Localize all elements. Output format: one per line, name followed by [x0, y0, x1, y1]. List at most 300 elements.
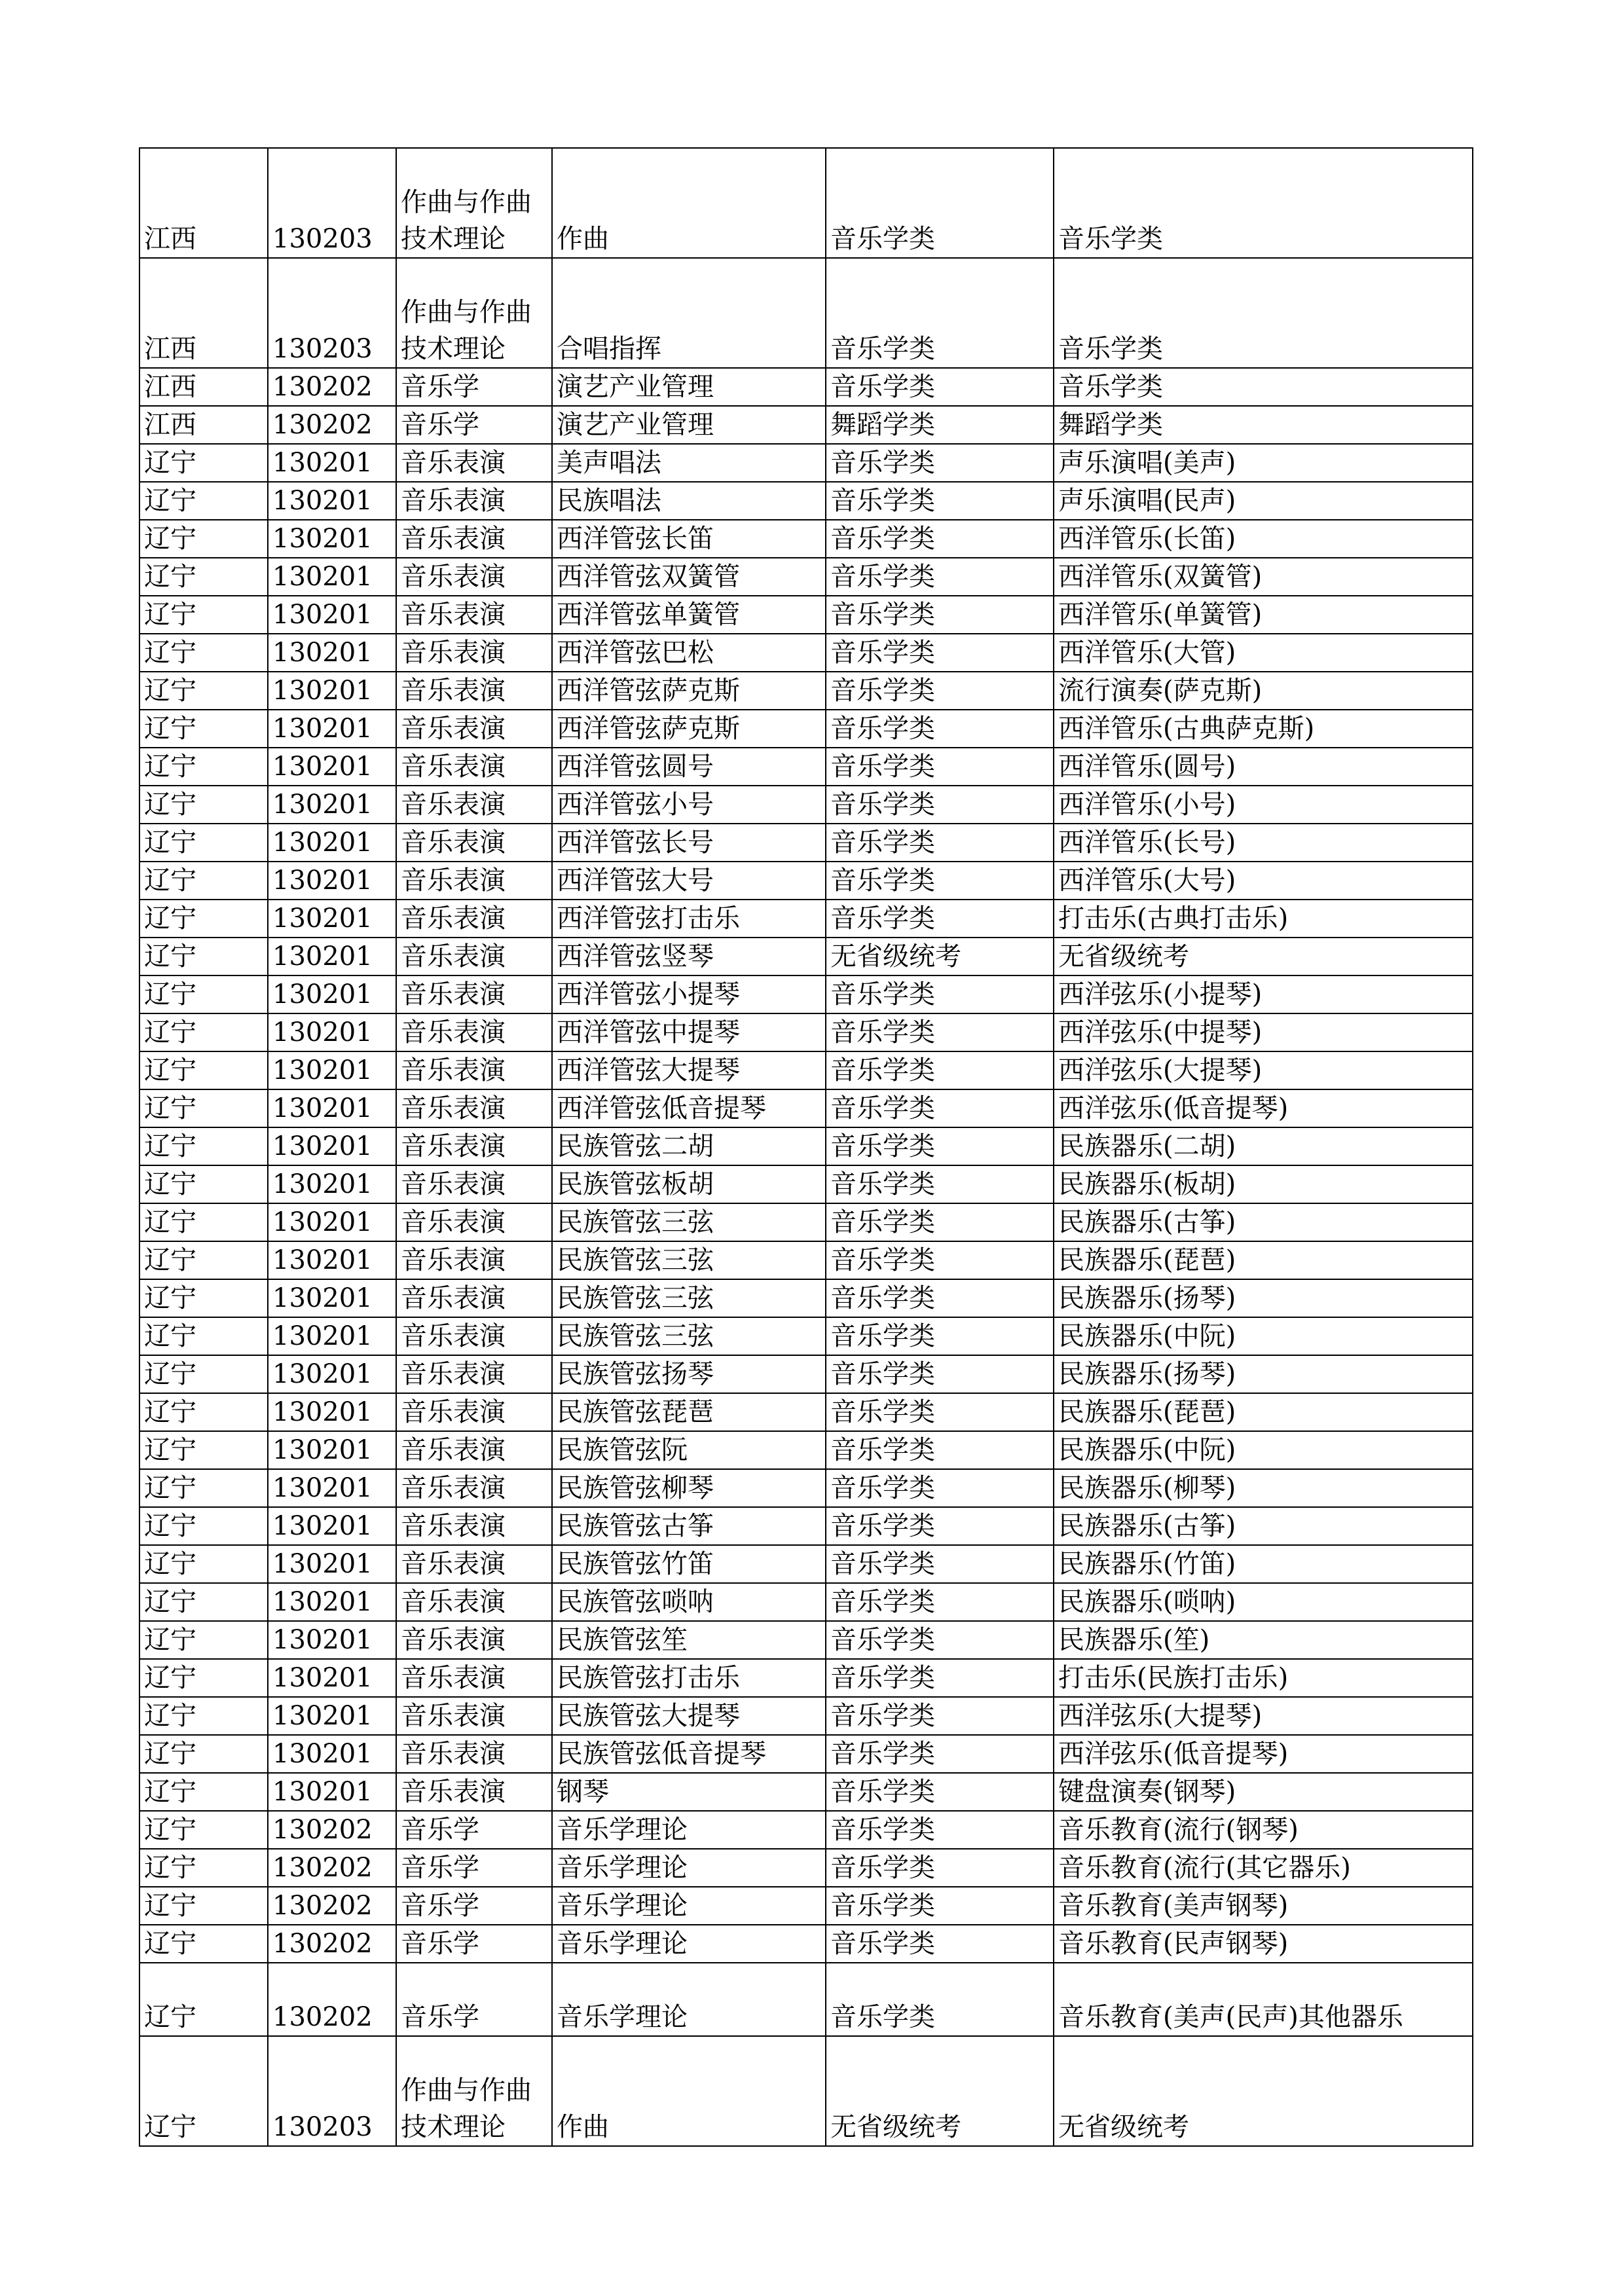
category-cell: 音乐学类	[826, 1431, 1054, 1469]
category-cell: 音乐学类	[826, 1203, 1054, 1241]
exam-cell: 声乐演唱(美声)	[1054, 444, 1473, 482]
province-cell: 辽宁	[139, 1431, 268, 1469]
category-cell: 音乐学类	[826, 1317, 1054, 1355]
exam-cell: 音乐教育(流行(钢琴)	[1054, 1811, 1473, 1849]
table-row	[139, 1621, 1473, 1659]
category-cell: 音乐学类	[826, 1127, 1054, 1165]
code-cell: 130202	[268, 368, 396, 406]
province-cell: 辽宁	[139, 1469, 268, 1507]
direction-cell: 合唱指挥	[552, 258, 826, 368]
table-row	[139, 1241, 1473, 1279]
exam-cell: 民族器乐(中阮)	[1054, 1317, 1473, 1355]
category-cell: 音乐学类	[826, 258, 1054, 368]
province-cell: 辽宁	[139, 596, 268, 634]
category-cell: 音乐学类	[826, 862, 1054, 900]
code-cell: 130201	[268, 1545, 396, 1583]
exam-cell: 声乐演唱(民声)	[1054, 482, 1473, 520]
table-row	[139, 1811, 1473, 1849]
province-cell: 辽宁	[139, 444, 268, 482]
direction-cell: 民族管弦三弦	[552, 1203, 826, 1241]
category-cell: 音乐学类	[826, 710, 1054, 748]
exam-cell: 音乐教育(美声钢琴)	[1054, 1887, 1473, 1925]
exam-cell: 无省级统考	[1054, 938, 1473, 975]
direction-cell: 民族管弦二胡	[552, 1127, 826, 1165]
table-row	[139, 786, 1473, 824]
direction-cell: 民族管弦低音提琴	[552, 1735, 826, 1773]
province-cell: 江西	[139, 406, 268, 444]
table-row	[139, 1355, 1473, 1393]
direction-cell: 民族管弦竹笛	[552, 1545, 826, 1583]
table-row	[139, 710, 1473, 748]
table-row	[139, 748, 1473, 786]
code-cell: 130202	[268, 1849, 396, 1887]
table-row	[139, 1431, 1473, 1469]
table-row	[139, 1127, 1473, 1165]
table-row	[139, 1583, 1473, 1621]
code-cell: 130201	[268, 786, 396, 824]
direction-cell: 民族管弦柳琴	[552, 1469, 826, 1507]
province-cell: 辽宁	[139, 672, 268, 710]
category-cell: 音乐学类	[826, 482, 1054, 520]
direction-cell: 西洋管弦双簧管	[552, 558, 826, 596]
province-cell: 辽宁	[139, 482, 268, 520]
major-cell: 音乐表演	[396, 1621, 552, 1659]
category-cell: 舞蹈学类	[826, 406, 1054, 444]
code-cell: 130201	[268, 1773, 396, 1811]
category-cell: 音乐学类	[826, 368, 1054, 406]
table-row	[139, 1393, 1473, 1431]
exam-cell: 民族器乐(中阮)	[1054, 1431, 1473, 1469]
table-row	[139, 558, 1473, 596]
code-cell: 130201	[268, 1165, 396, 1203]
province-cell: 辽宁	[139, 520, 268, 558]
major-cell: 音乐表演	[396, 938, 552, 975]
exam-cell: 舞蹈学类	[1054, 406, 1473, 444]
category-cell: 音乐学类	[826, 824, 1054, 862]
province-cell: 辽宁	[139, 1811, 268, 1849]
category-cell: 音乐学类	[826, 900, 1054, 938]
code-cell: 130201	[268, 596, 396, 634]
category-cell: 音乐学类	[826, 1773, 1054, 1811]
code-cell: 130202	[268, 1963, 396, 2036]
table-row	[139, 596, 1473, 634]
exam-cell: 民族器乐(板胡)	[1054, 1165, 1473, 1203]
code-cell: 130201	[268, 444, 396, 482]
category-cell: 音乐学类	[826, 1241, 1054, 1279]
major-cell: 音乐表演	[396, 672, 552, 710]
province-cell: 辽宁	[139, 1127, 268, 1165]
major-cell: 音乐表演	[396, 1773, 552, 1811]
code-cell: 130201	[268, 1051, 396, 1089]
category-cell: 无省级统考	[826, 938, 1054, 975]
direction-cell: 民族管弦笙	[552, 1621, 826, 1659]
direction-cell: 西洋管弦大提琴	[552, 1051, 826, 1089]
major-cell: 音乐表演	[396, 520, 552, 558]
exam-cell: 西洋管乐(双簧管)	[1054, 558, 1473, 596]
category-cell: 音乐学类	[826, 634, 1054, 672]
major-cell: 音乐学	[396, 406, 552, 444]
major-cell: 音乐表演	[396, 1203, 552, 1241]
code-cell: 130201	[268, 1431, 396, 1469]
province-cell: 辽宁	[139, 1849, 268, 1887]
exam-cell: 打击乐(古典打击乐)	[1054, 900, 1473, 938]
major-cell: 音乐表演	[396, 1317, 552, 1355]
category-cell: 音乐学类	[826, 1165, 1054, 1203]
exam-cell: 民族器乐(柳琴)	[1054, 1469, 1473, 1507]
major-cell: 音乐表演	[396, 1241, 552, 1279]
code-cell: 130202	[268, 1887, 396, 1925]
direction-cell: 西洋管弦竖琴	[552, 938, 826, 975]
category-cell: 音乐学类	[826, 596, 1054, 634]
exam-cell: 民族器乐(竹笛)	[1054, 1545, 1473, 1583]
exam-cell: 西洋管乐(长笛)	[1054, 520, 1473, 558]
major-cell: 音乐表演	[396, 1355, 552, 1393]
province-cell: 辽宁	[139, 1507, 268, 1545]
category-cell: 音乐学类	[826, 1355, 1054, 1393]
code-cell: 130201	[268, 975, 396, 1013]
table-row	[139, 824, 1473, 862]
province-cell: 辽宁	[139, 1963, 268, 2036]
code-cell: 130201	[268, 520, 396, 558]
data-table	[139, 147, 1473, 2147]
direction-cell: 西洋管弦低音提琴	[552, 1089, 826, 1127]
code-cell: 130201	[268, 1469, 396, 1507]
direction-cell: 西洋管弦小号	[552, 786, 826, 824]
exam-cell: 西洋管乐(长号)	[1054, 824, 1473, 862]
table-row	[139, 862, 1473, 900]
category-cell: 音乐学类	[826, 1811, 1054, 1849]
province-cell: 辽宁	[139, 748, 268, 786]
code-cell: 130202	[268, 1925, 396, 1963]
exam-cell: 西洋弦乐(低音提琴)	[1054, 1089, 1473, 1127]
code-cell: 130201	[268, 1583, 396, 1621]
category-cell: 音乐学类	[826, 558, 1054, 596]
table-row	[139, 672, 1473, 710]
exam-cell: 西洋管乐(大管)	[1054, 634, 1473, 672]
exam-cell: 西洋管乐(单簧管)	[1054, 596, 1473, 634]
direction-cell: 西洋管弦长笛	[552, 520, 826, 558]
exam-cell: 无省级统考	[1054, 2036, 1473, 2146]
direction-cell: 西洋管弦打击乐	[552, 900, 826, 938]
major-cell: 音乐表演	[396, 1165, 552, 1203]
major-cell: 音乐表演	[396, 900, 552, 938]
exam-cell: 键盘演奏(钢琴)	[1054, 1773, 1473, 1811]
major-cell: 音乐表演	[396, 1735, 552, 1773]
table-row	[139, 444, 1473, 482]
code-cell: 130201	[268, 748, 396, 786]
category-cell: 音乐学类	[826, 1849, 1054, 1887]
province-cell: 辽宁	[139, 1735, 268, 1773]
category-cell: 音乐学类	[826, 1621, 1054, 1659]
direction-cell: 西洋管弦萨克斯	[552, 710, 826, 748]
code-cell: 130203	[268, 148, 396, 258]
major-cell: 音乐学	[396, 1963, 552, 2036]
major-cell: 音乐表演	[396, 1659, 552, 1697]
code-cell: 130201	[268, 710, 396, 748]
table-row	[139, 1925, 1473, 1963]
code-cell: 130201	[268, 1697, 396, 1735]
category-cell: 音乐学类	[826, 148, 1054, 258]
table-row	[139, 406, 1473, 444]
major-cell: 音乐表演	[396, 1469, 552, 1507]
category-cell: 音乐学类	[826, 786, 1054, 824]
table-row	[139, 1469, 1473, 1507]
exam-cell: 打击乐(民族打击乐)	[1054, 1659, 1473, 1697]
major-cell: 音乐表演	[396, 1583, 552, 1621]
province-cell: 辽宁	[139, 1887, 268, 1925]
major-cell: 音乐表演	[396, 634, 552, 672]
table-row	[139, 975, 1473, 1013]
direction-cell: 西洋管弦圆号	[552, 748, 826, 786]
province-cell: 辽宁	[139, 1089, 268, 1127]
code-cell: 130201	[268, 558, 396, 596]
table-row	[139, 1317, 1473, 1355]
category-cell: 音乐学类	[826, 975, 1054, 1013]
table-row	[139, 1849, 1473, 1887]
province-cell: 江西	[139, 368, 268, 406]
code-cell: 130201	[268, 1279, 396, 1317]
province-cell: 辽宁	[139, 1355, 268, 1393]
table-row	[139, 148, 1473, 258]
exam-cell: 音乐教育(民声钢琴)	[1054, 1925, 1473, 1963]
table-row	[139, 1165, 1473, 1203]
direction-cell: 音乐学理论	[552, 1887, 826, 1925]
table-row	[139, 2036, 1473, 2146]
province-cell: 江西	[139, 148, 268, 258]
province-cell: 辽宁	[139, 634, 268, 672]
major-cell: 音乐表演	[396, 558, 552, 596]
exam-cell: 西洋管乐(古典萨克斯)	[1054, 710, 1473, 748]
province-cell: 辽宁	[139, 1393, 268, 1431]
major-cell: 音乐学	[396, 368, 552, 406]
code-cell: 130201	[268, 824, 396, 862]
major-cell: 音乐表演	[396, 748, 552, 786]
table-row	[139, 1507, 1473, 1545]
code-cell: 130201	[268, 1735, 396, 1773]
code-cell: 130201	[268, 634, 396, 672]
major-cell: 音乐表演	[396, 444, 552, 482]
major-cell: 音乐表演	[396, 1545, 552, 1583]
major-cell: 音乐表演	[396, 1393, 552, 1431]
direction-cell: 作曲	[552, 2036, 826, 2146]
major-cell: 音乐表演	[396, 710, 552, 748]
exam-cell: 西洋管乐(圆号)	[1054, 748, 1473, 786]
direction-cell: 美声唱法	[552, 444, 826, 482]
province-cell: 辽宁	[139, 1697, 268, 1735]
code-cell: 130201	[268, 1621, 396, 1659]
major-cell: 音乐表演	[396, 824, 552, 862]
direction-cell: 民族管弦扬琴	[552, 1355, 826, 1393]
table-row	[139, 1773, 1473, 1811]
major-cell: 音乐学	[396, 1849, 552, 1887]
major-cell: 音乐表演	[396, 1431, 552, 1469]
province-cell: 辽宁	[139, 975, 268, 1013]
province-cell: 辽宁	[139, 1925, 268, 1963]
province-cell: 辽宁	[139, 900, 268, 938]
direction-cell: 民族管弦三弦	[552, 1279, 826, 1317]
major-cell: 音乐表演	[396, 596, 552, 634]
category-cell: 音乐学类	[826, 1089, 1054, 1127]
table-row	[139, 938, 1473, 975]
direction-cell: 西洋管弦小提琴	[552, 975, 826, 1013]
category-cell: 音乐学类	[826, 444, 1054, 482]
major-cell: 作曲与作曲技术理论	[396, 148, 552, 258]
province-cell: 辽宁	[139, 1241, 268, 1279]
code-cell: 130201	[268, 482, 396, 520]
table-row	[139, 1089, 1473, 1127]
direction-cell: 西洋管弦萨克斯	[552, 672, 826, 710]
table-row	[139, 634, 1473, 672]
category-cell: 音乐学类	[826, 1963, 1054, 2036]
major-cell: 音乐表演	[396, 975, 552, 1013]
code-cell: 130201	[268, 1393, 396, 1431]
major-cell: 音乐表演	[396, 1507, 552, 1545]
province-cell: 辽宁	[139, 824, 268, 862]
code-cell: 130201	[268, 862, 396, 900]
exam-cell: 西洋管乐(大号)	[1054, 862, 1473, 900]
table-row	[139, 1013, 1473, 1051]
province-cell: 辽宁	[139, 1051, 268, 1089]
direction-cell: 音乐学理论	[552, 1963, 826, 2036]
table-row	[139, 1887, 1473, 1925]
category-cell: 无省级统考	[826, 2036, 1054, 2146]
table-row	[139, 520, 1473, 558]
province-cell: 辽宁	[139, 938, 268, 975]
direction-cell: 音乐学理论	[552, 1811, 826, 1849]
province-cell: 辽宁	[139, 558, 268, 596]
category-cell: 音乐学类	[826, 748, 1054, 786]
exam-cell: 民族器乐(琵琶)	[1054, 1241, 1473, 1279]
province-cell: 辽宁	[139, 1203, 268, 1241]
major-cell: 音乐学	[396, 1925, 552, 1963]
category-cell: 音乐学类	[826, 672, 1054, 710]
table-row	[139, 1279, 1473, 1317]
code-cell: 130201	[268, 1507, 396, 1545]
code-cell: 130201	[268, 1355, 396, 1393]
direction-cell: 民族管弦阮	[552, 1431, 826, 1469]
table-row	[139, 1203, 1473, 1241]
exam-cell: 民族器乐(笙)	[1054, 1621, 1473, 1659]
table-row	[139, 482, 1473, 520]
category-cell: 音乐学类	[826, 1469, 1054, 1507]
exam-cell: 西洋弦乐(小提琴)	[1054, 975, 1473, 1013]
province-cell: 辽宁	[139, 1621, 268, 1659]
exam-cell: 西洋弦乐(大提琴)	[1054, 1051, 1473, 1089]
province-cell: 辽宁	[139, 710, 268, 748]
direction-cell: 演艺产业管理	[552, 368, 826, 406]
major-cell: 音乐表演	[396, 1127, 552, 1165]
category-cell: 音乐学类	[826, 1697, 1054, 1735]
category-cell: 音乐学类	[826, 1887, 1054, 1925]
exam-cell: 民族器乐(古筝)	[1054, 1203, 1473, 1241]
direction-cell: 西洋管弦长号	[552, 824, 826, 862]
code-cell: 130201	[268, 1127, 396, 1165]
province-cell: 辽宁	[139, 2036, 268, 2146]
direction-cell: 音乐学理论	[552, 1849, 826, 1887]
exam-cell: 西洋管乐(小号)	[1054, 786, 1473, 824]
category-cell: 音乐学类	[826, 1925, 1054, 1963]
exam-cell: 流行演奏(萨克斯)	[1054, 672, 1473, 710]
exam-cell: 民族器乐(唢呐)	[1054, 1583, 1473, 1621]
direction-cell: 西洋管弦单簧管	[552, 596, 826, 634]
table-row	[139, 258, 1473, 368]
table-body	[139, 148, 1473, 2146]
province-cell: 辽宁	[139, 1773, 268, 1811]
direction-cell: 民族唱法	[552, 482, 826, 520]
major-cell: 作曲与作曲技术理论	[396, 2036, 552, 2146]
category-cell: 音乐学类	[826, 1545, 1054, 1583]
direction-cell: 民族管弦古筝	[552, 1507, 826, 1545]
table-row	[139, 1659, 1473, 1697]
category-cell: 音乐学类	[826, 520, 1054, 558]
category-cell: 音乐学类	[826, 1051, 1054, 1089]
direction-cell: 民族管弦大提琴	[552, 1697, 826, 1735]
direction-cell: 作曲	[552, 148, 826, 258]
code-cell: 130201	[268, 672, 396, 710]
direction-cell: 演艺产业管理	[552, 406, 826, 444]
exam-cell: 音乐学类	[1054, 148, 1473, 258]
table-row	[139, 1051, 1473, 1089]
exam-cell: 西洋弦乐(中提琴)	[1054, 1013, 1473, 1051]
category-cell: 音乐学类	[826, 1659, 1054, 1697]
code-cell: 130203	[268, 2036, 396, 2146]
exam-cell: 民族器乐(二胡)	[1054, 1127, 1473, 1165]
major-cell: 音乐表演	[396, 862, 552, 900]
table-row	[139, 1545, 1473, 1583]
exam-cell: 西洋弦乐(低音提琴)	[1054, 1735, 1473, 1773]
direction-cell: 西洋管弦大号	[552, 862, 826, 900]
code-cell: 130201	[268, 1089, 396, 1127]
province-cell: 辽宁	[139, 1317, 268, 1355]
direction-cell: 民族管弦琵琶	[552, 1393, 826, 1431]
direction-cell: 音乐学理论	[552, 1925, 826, 1963]
major-cell: 音乐表演	[396, 1089, 552, 1127]
table-row	[139, 1963, 1473, 2036]
province-cell: 辽宁	[139, 1583, 268, 1621]
category-cell: 音乐学类	[826, 1279, 1054, 1317]
direction-cell: 民族管弦三弦	[552, 1317, 826, 1355]
category-cell: 音乐学类	[826, 1393, 1054, 1431]
direction-cell: 民族管弦打击乐	[552, 1659, 826, 1697]
province-cell: 辽宁	[139, 786, 268, 824]
province-cell: 辽宁	[139, 1165, 268, 1203]
code-cell: 130201	[268, 1013, 396, 1051]
direction-cell: 民族管弦板胡	[552, 1165, 826, 1203]
province-cell: 辽宁	[139, 1545, 268, 1583]
major-cell: 音乐表演	[396, 786, 552, 824]
direction-cell: 西洋管弦巴松	[552, 634, 826, 672]
exam-cell: 民族器乐(古筝)	[1054, 1507, 1473, 1545]
major-cell: 音乐表演	[396, 1697, 552, 1735]
category-cell: 音乐学类	[826, 1013, 1054, 1051]
code-cell: 130201	[268, 900, 396, 938]
major-cell: 音乐表演	[396, 1279, 552, 1317]
table-row	[139, 1697, 1473, 1735]
province-cell: 辽宁	[139, 1279, 268, 1317]
code-cell: 130203	[268, 258, 396, 368]
exam-cell: 西洋弦乐(大提琴)	[1054, 1697, 1473, 1735]
major-cell: 作曲与作曲技术理论	[396, 258, 552, 368]
table-row	[139, 1735, 1473, 1773]
exam-cell: 音乐教育(流行(其它器乐)	[1054, 1849, 1473, 1887]
direction-cell: 西洋管弦中提琴	[552, 1013, 826, 1051]
exam-cell: 音乐学类	[1054, 258, 1473, 368]
code-cell: 130201	[268, 1241, 396, 1279]
exam-cell: 民族器乐(扬琴)	[1054, 1355, 1473, 1393]
direction-cell: 钢琴	[552, 1773, 826, 1811]
major-cell: 音乐学	[396, 1887, 552, 1925]
major-cell: 音乐表演	[396, 1013, 552, 1051]
